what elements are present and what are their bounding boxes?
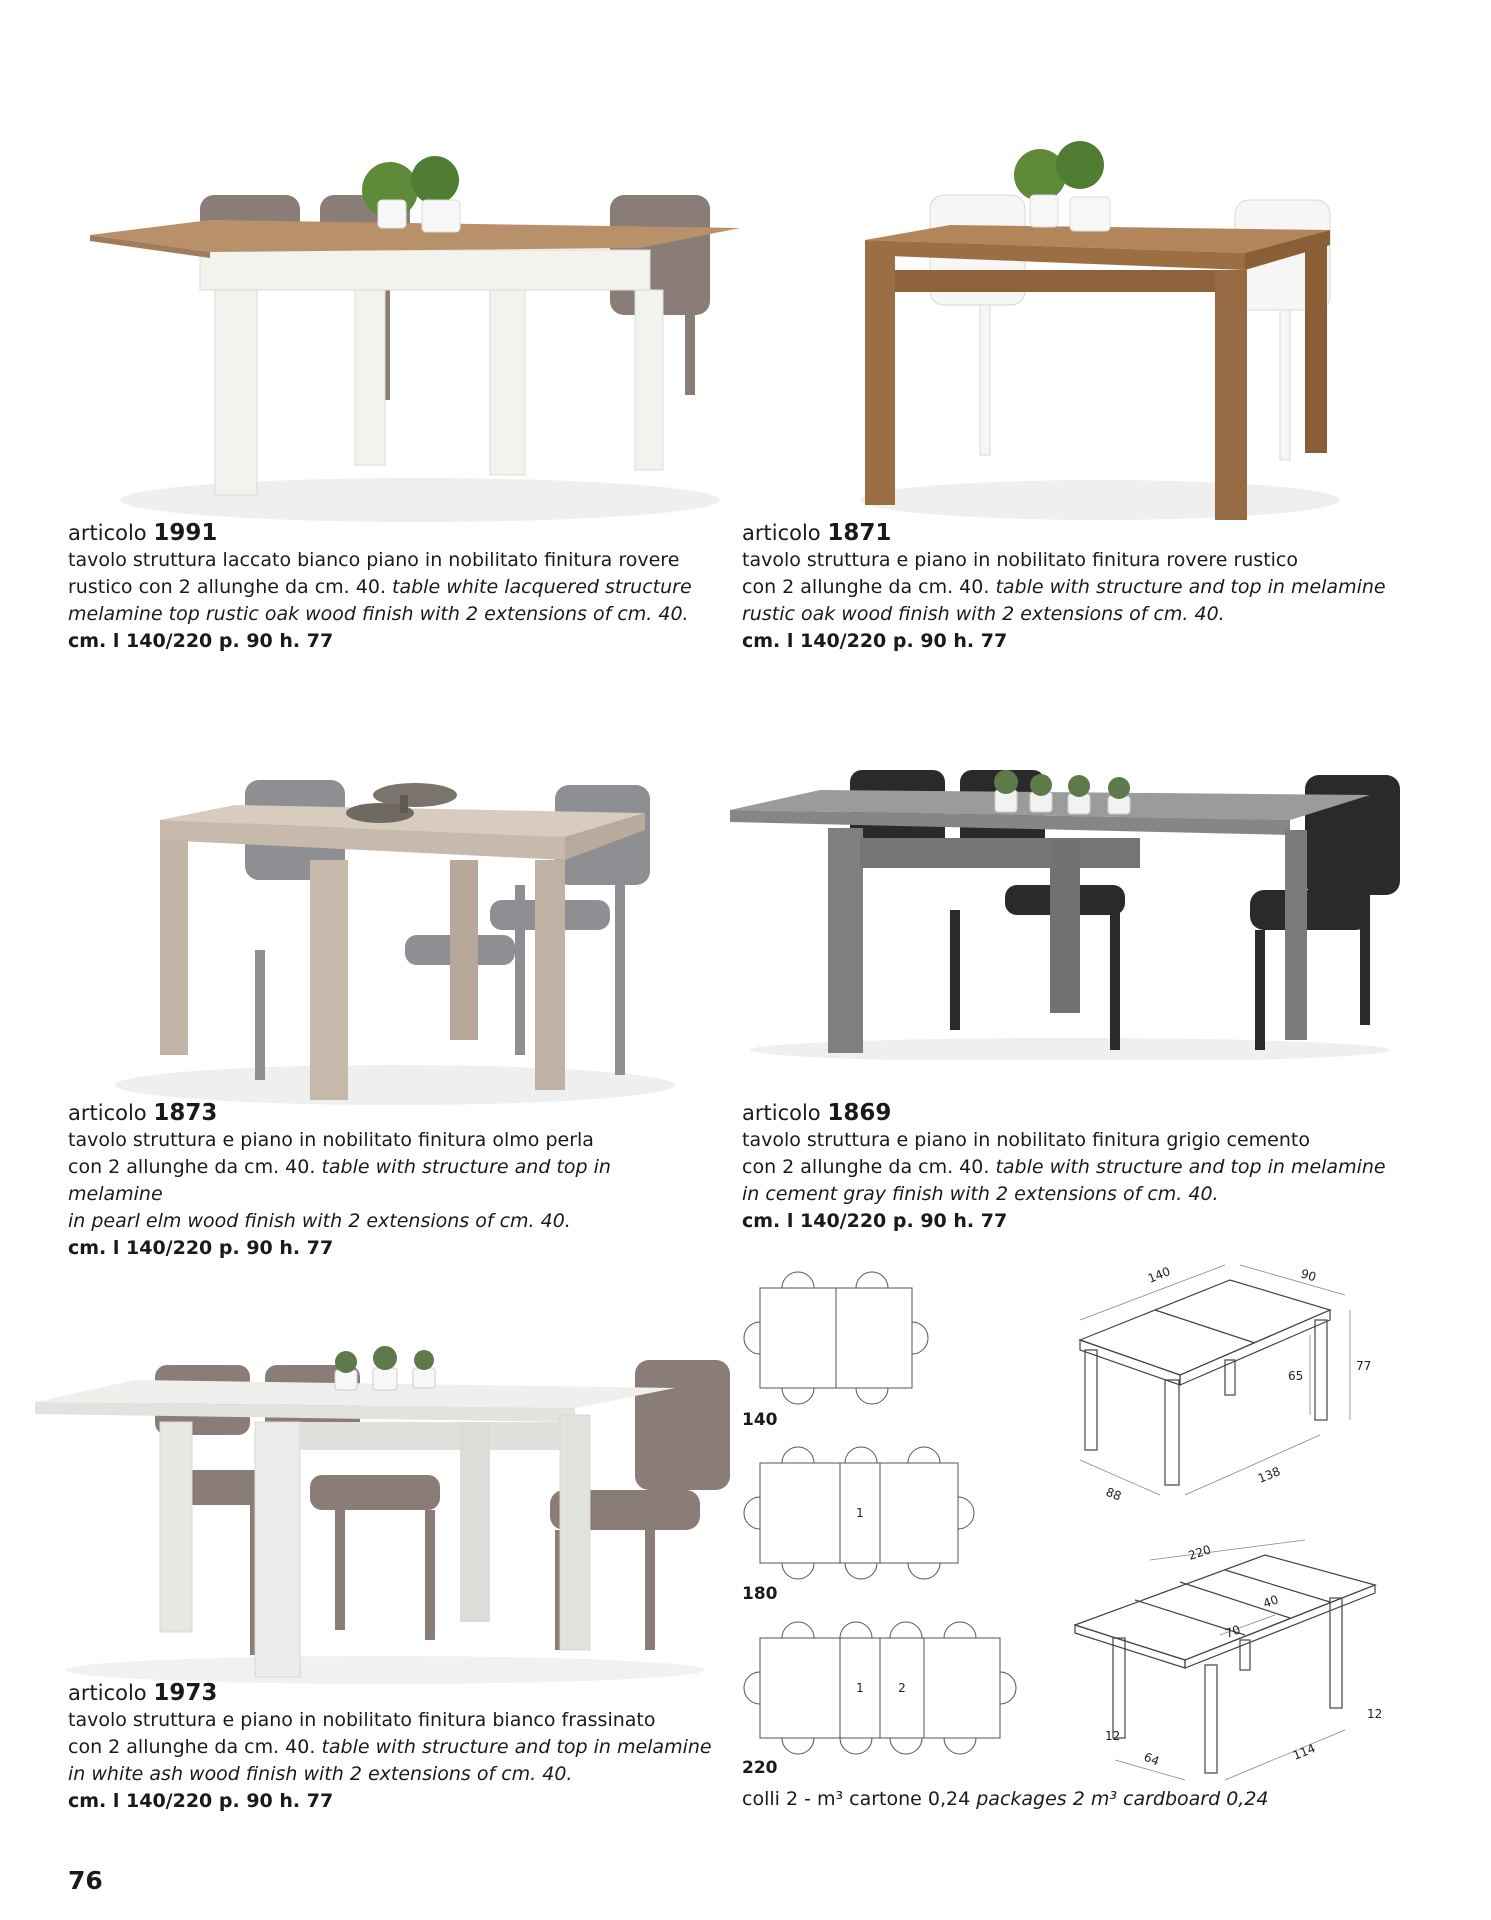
product-1991 (68, 520, 708, 655)
page-number: 76 (68, 1866, 103, 1895)
dimensions: cm. l 140/220 p. 90 h. 77 (742, 630, 1008, 652)
product-photo-1991 (90, 140, 750, 530)
description-it-cont: con 2 allunghe da cm. 40. (742, 576, 990, 598)
dim-leg-offset-label: 12 (1105, 1729, 1121, 1743)
article-prefix: articolo (742, 521, 821, 545)
seating-diagram-220 (740, 1615, 1020, 1775)
packages-info (742, 1788, 1269, 1810)
product-1973 (68, 1680, 728, 1815)
dim-ext-length-label: 220 (1186, 1542, 1213, 1563)
article-prefix: articolo (68, 1101, 147, 1125)
product-photo-1973 (35, 1340, 735, 1685)
extension-label: 1 (856, 1506, 864, 1520)
description-en-cont: in pearl elm wood finish with 2 extensions of cm. 40. (68, 1210, 571, 1232)
seating-diagram-180 (740, 1440, 980, 1600)
seating-size-140: 140 (742, 1410, 778, 1430)
description-en: table with structure and top in melamine (321, 1736, 712, 1758)
article-prefix: articolo (68, 521, 147, 545)
seating-diagram-140 (740, 1265, 950, 1425)
dim-inner-length-label: 138 (1255, 1464, 1283, 1486)
description-it: tavolo struttura e piano in nobilitato finitura grigio cemento (742, 1129, 1310, 1151)
description-it: tavolo struttura e piano in nobilitato finitura rovere rustico (742, 549, 1298, 571)
description-en: table with structure and top in melamine (68, 1156, 611, 1205)
article-prefix: articolo (742, 1101, 821, 1125)
product-photo-1869 (730, 760, 1410, 1060)
product-1871 (742, 520, 1402, 655)
article-code: 1991 (153, 520, 218, 546)
description-it: tavolo struttura laccato bianco piano in nobilitato finitura rovere (68, 549, 680, 571)
extension-label: 1 (856, 1681, 864, 1695)
seating-size-220: 220 (742, 1758, 778, 1778)
packages-en: packages 2 m³ cardboard 0,24 (976, 1788, 1269, 1810)
dim-ext-depth-label: 70 (1223, 1622, 1243, 1641)
product-photo-1873 (95, 765, 695, 1110)
description-en-cont: melamine top rustic oak wood finish with 2 extensions of cm. 40. (68, 603, 689, 625)
extension-label: 2 (898, 1681, 906, 1695)
description-en-cont: rustic oak wood finish with 2 extensions of cm. 40. (742, 603, 1225, 625)
dimension-drawing-extended (1075, 1540, 1385, 1785)
description-en: table white lacquered structure (392, 576, 692, 598)
dim-ext-inner-depth-label: 64 (1141, 1749, 1162, 1769)
description-it-cont: rustico con 2 allunghe da cm. 40. (68, 576, 386, 598)
dim-leg-offset-2-label: 12 (1367, 1707, 1383, 1721)
description-it-cont: con 2 allunghe da cm. 40. (742, 1156, 990, 1178)
dim-depth-label: 90 (1299, 1266, 1318, 1285)
seating-size-180: 180 (742, 1584, 778, 1604)
article-code: 1873 (153, 1100, 218, 1126)
description-it-cont: con 2 allunghe da cm. 40. (68, 1156, 316, 1178)
description-it: tavolo struttura e piano in nobilitato finitura olmo perla (68, 1129, 594, 1151)
dim-length-label: 140 (1145, 1264, 1173, 1286)
article-code: 1871 (827, 520, 892, 546)
product-1869 (742, 1100, 1402, 1235)
description-en: table with structure and top in melamine (995, 576, 1386, 598)
article-code: 1973 (153, 1680, 218, 1706)
description-en-cont: in white ash wood finish with 2 extensions of cm. 40. (68, 1763, 573, 1785)
dimensions: cm. l 140/220 p. 90 h. 77 (68, 630, 334, 652)
dimensions: cm. l 140/220 p. 90 h. 77 (742, 1210, 1008, 1232)
description-it: tavolo struttura e piano in nobilitato finitura bianco frassinato (68, 1709, 656, 1731)
dimensions: cm. l 140/220 p. 90 h. 77 (68, 1237, 334, 1259)
product-photo-1871 (840, 135, 1360, 525)
dim-ext-inner-length-label: 114 (1290, 1741, 1318, 1763)
dim-inner-depth-label: 88 (1103, 1484, 1124, 1504)
description-it-cont: con 2 allunghe da cm. 40. (68, 1736, 316, 1758)
dimension-drawing-closed (1060, 1265, 1370, 1515)
description-en: table with structure and top in melamine (995, 1156, 1386, 1178)
description-en-cont: in cement gray finish with 2 extensions of cm. 40. (742, 1183, 1219, 1205)
product-1873 (68, 1100, 708, 1262)
packages-it: colli 2 - m³ cartone 0,24 (742, 1788, 971, 1810)
dimensions: cm. l 140/220 p. 90 h. 77 (68, 1790, 334, 1812)
article-prefix: articolo (68, 1681, 147, 1705)
dim-height-label: 77 (1356, 1359, 1372, 1373)
article-code: 1869 (827, 1100, 892, 1126)
dim-extension-label: 40 (1261, 1592, 1281, 1611)
dim-inner-height-label: 65 (1288, 1369, 1304, 1383)
